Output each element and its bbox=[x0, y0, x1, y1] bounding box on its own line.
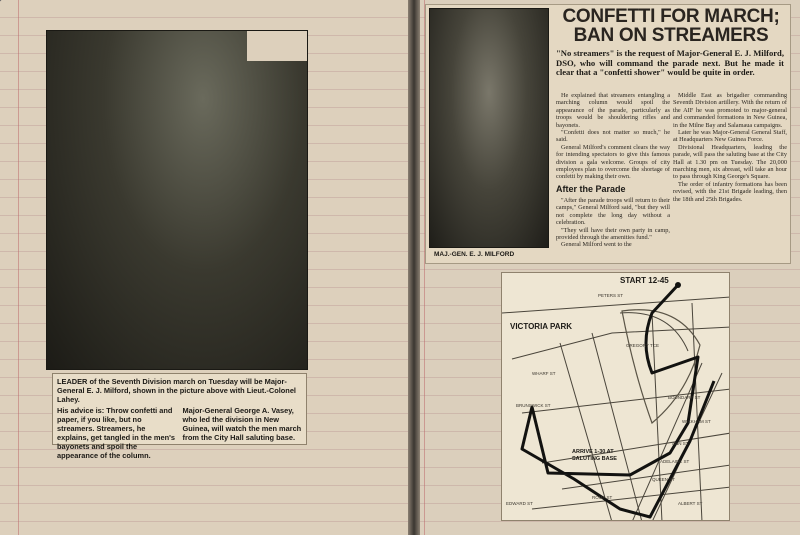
map-start-label: START 12-45 bbox=[620, 276, 669, 285]
article-column-1 bbox=[556, 92, 670, 249]
article-paragraph: General Milford's comment clears the way for intending spectators to give this famous division a gala welcome. Groups of city employees plan to overcome the shortage of confetti by making their own. bbox=[556, 143, 670, 181]
article-paragraph: He explained that streamers entangling a marching column would spoil the appearance of the parade, particularly as troops would be shouldering rifles and bayonets. bbox=[556, 92, 670, 129]
street-label: BOUNDARY ST bbox=[668, 395, 701, 400]
street-label: GREGORY TCE bbox=[626, 343, 660, 348]
street-label: QUEEN ST bbox=[652, 477, 676, 482]
milford-portrait bbox=[429, 8, 549, 248]
article-subhead: After the Parade bbox=[556, 183, 626, 194]
headline-line-1: CONFETTI FOR MARCH; bbox=[562, 6, 780, 27]
article-paragraph: "After the parade troops will return to their camps," General Milford said, "but they will not complete the long day without a celebration. bbox=[556, 196, 670, 227]
parade-route-map bbox=[501, 272, 730, 521]
map-arrival-label: ARRIVE 1-30 AT SALUTING BASE bbox=[572, 449, 617, 462]
article-paragraph: "Confetti does not matter so much," he said. bbox=[556, 129, 670, 144]
street-label: ALBERT ST bbox=[678, 501, 703, 506]
photo-caption bbox=[52, 373, 307, 460]
article-paragraph: The order of infantry formations has been revised, with the 21st Brigade leading, then the 18th and 25th Brigades. bbox=[673, 180, 787, 203]
street-label: WICKHAM ST bbox=[682, 419, 711, 424]
caption-column-2: Major-General George A. Vasey, who led the division in New Guinea, will watch the men march from the City Hall saluting base. bbox=[182, 406, 302, 442]
street-label: ROMA ST bbox=[592, 495, 613, 500]
street-label: PETERS ST bbox=[598, 293, 624, 298]
clipping-notch bbox=[247, 31, 308, 61]
article-column-2 bbox=[673, 92, 787, 203]
caption-column-1: His advice is: Throw confetti and paper, if you like, but no streamers. Streamers, he explains, get tangled in the men's bayonets and spoil the appearance of the column. bbox=[57, 406, 175, 460]
map-park-label: VICTORIA PARK bbox=[510, 322, 573, 331]
street-label: ADELAIDE ST bbox=[660, 459, 690, 464]
book-binding bbox=[408, 0, 420, 535]
article-paragraph: General Milford went to the bbox=[561, 241, 632, 249]
margin-line bbox=[18, 0, 19, 535]
headline-line-2: BAN ON STREAMERS bbox=[573, 25, 769, 46]
street-label: BRUNSWICK ST bbox=[516, 403, 551, 408]
article-paragraph: Divisional Headquarters, leading the parade, will pass the saluting base at the City Hall at 1.30 pm on Tuesday. The 20,000 marching men, six abreast, will take an hour to pass through King George's Square. bbox=[673, 143, 787, 181]
street-label: WHARF ST bbox=[532, 371, 556, 376]
officers-photo bbox=[46, 30, 308, 370]
street-label: ANN ST bbox=[672, 441, 689, 446]
portrait-caption: MAJ.-GEN. E. J. MILFORD bbox=[434, 251, 515, 258]
article-intro: "No streamers" is the request of Major-General E. J. Milford, DSO, who will command the parade next. But he made it clear that a "confetti shower" would be quite in order. bbox=[556, 48, 784, 77]
street-label: EDWARD ST bbox=[506, 501, 533, 506]
article-paragraph: "They will have their own party in camp, provided through the amenities fund." bbox=[556, 226, 670, 241]
article-paragraph: Middle East as brigadier commanding Seventh Division artillery. With the return of the AIF he was promoted to major-general and commanded formations in New Guinea, in the Milne Bay and Salamaua campaigns. bbox=[673, 92, 787, 129]
caption-lead: LEADER of the Seventh Division march on Tuesday will be Major-General E. J. Milford, shown in the picture above with Lieut.-Colonel Lahey. bbox=[57, 377, 296, 404]
article-paragraph: Later he was Major-General General Staff, at Headquarters New Guinea Force. bbox=[673, 129, 787, 144]
article-headline bbox=[553, 7, 789, 45]
